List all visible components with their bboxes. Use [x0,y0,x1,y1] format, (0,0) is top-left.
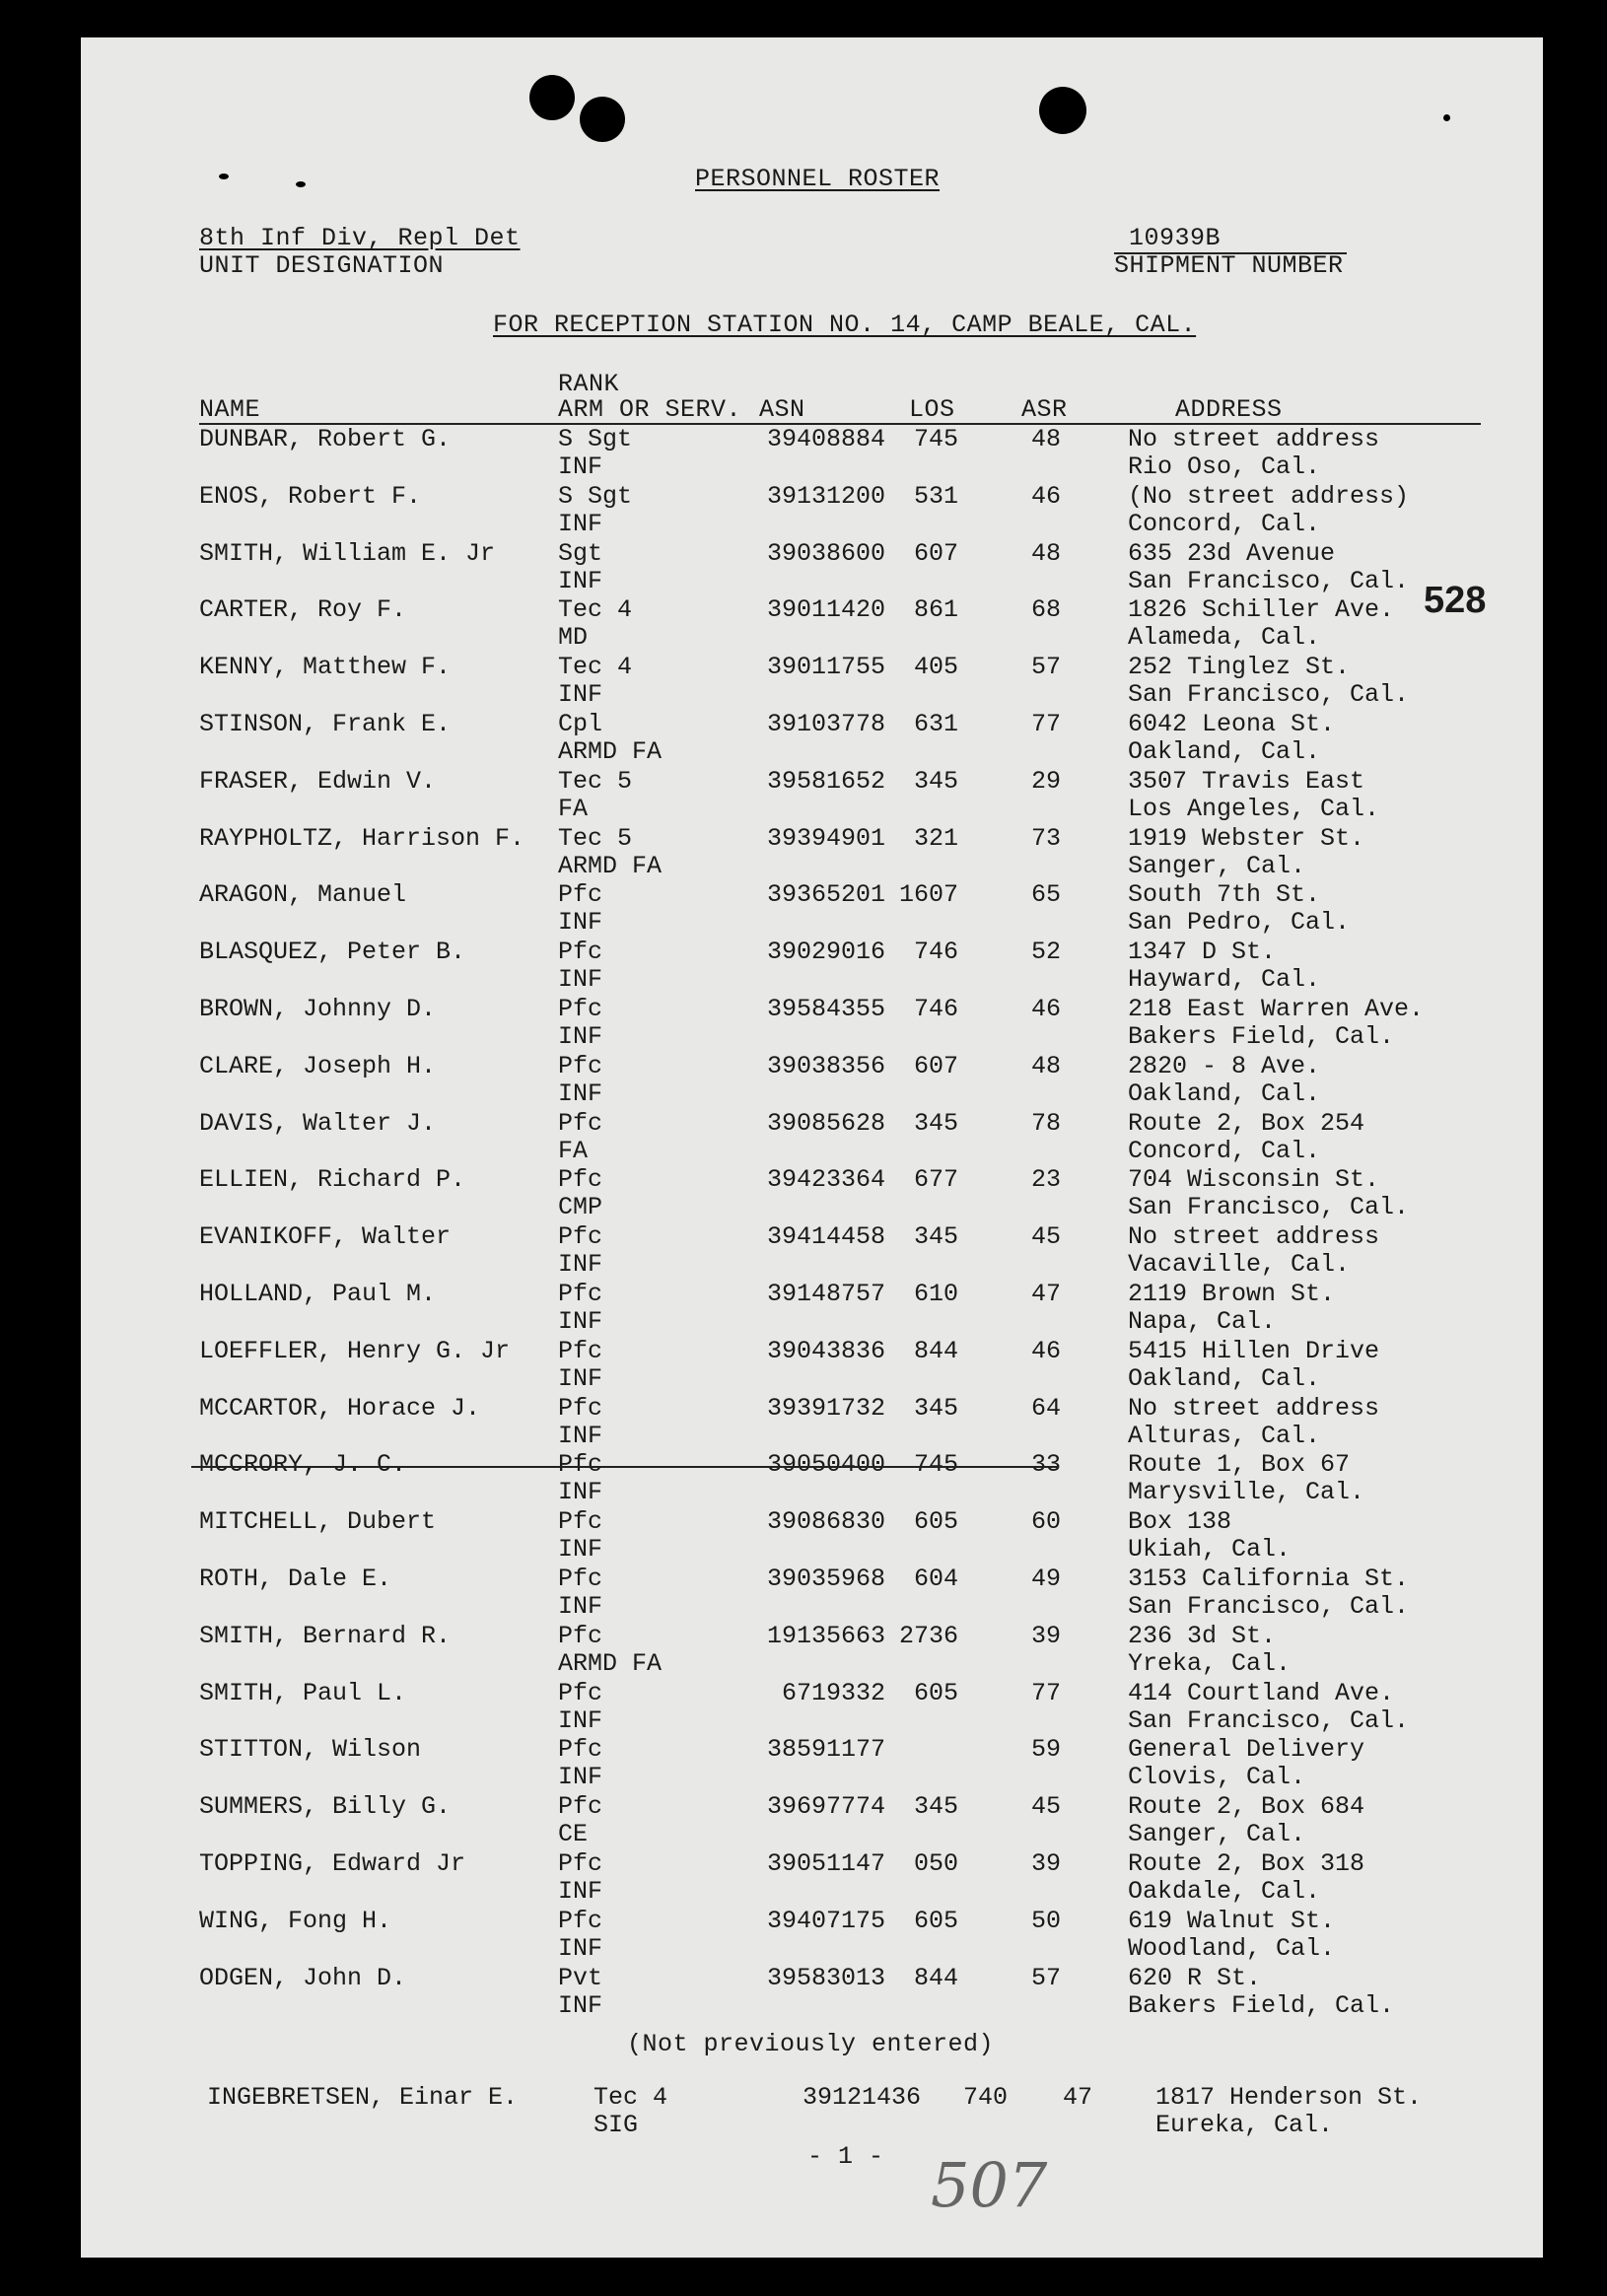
arm-or-service: INF [558,1706,603,1735]
soldier-name: MCCRORY, J. C. [199,1450,407,1479]
arm-or-service: CE [558,1820,589,1848]
address-city: Bakers Field, Cal. [1128,1022,1395,1051]
asr: 65 [1030,880,1061,909]
arm-or-service: MD [558,623,589,652]
los: 345 [913,1109,958,1138]
asn: 39038356 [766,1052,885,1080]
asr: 52 [1030,938,1061,966]
asr: 39 [1030,1849,1061,1878]
asn: 39581652 [766,767,885,796]
soldier-name: SUMMERS, Billy G. [199,1792,452,1821]
arm-or-service: INF [558,1022,603,1051]
asr: 47 [1030,1280,1061,1308]
los: 740 [962,2083,1008,2112]
rank-header-top: RANK [558,370,620,398]
unit-designation-label: UNIT DESIGNATION [199,251,445,280]
soldier-name: STITTON, Wilson [199,1735,422,1764]
rank: Pfc [558,1565,603,1593]
speck [1443,114,1450,121]
arm-or-service: FA [558,1137,589,1165]
asr: 47 [1062,2083,1092,2112]
arm-or-service: INF [558,908,603,937]
address-city: Concord, Cal. [1128,510,1321,538]
soldier-name: DUNBAR, Robert G. [199,425,452,453]
asr: 73 [1030,824,1061,853]
soldier-name: EVANIKOFF, Walter [199,1222,452,1251]
name-column-header: NAME [199,395,261,424]
rank: Pvt [558,1964,603,1992]
los: 531 [913,482,958,511]
address-city: Rio Oso, Cal. [1128,452,1321,481]
address-street: 414 Courtland Ave. [1128,1679,1395,1707]
arm-or-service: CMP [558,1193,603,1221]
rank: Pfc [558,1222,603,1251]
rank: Pfc [558,1907,603,1935]
asn: 39584355 [766,995,885,1023]
punch-hole [529,75,575,120]
handwritten-number: 507 [931,2149,1048,2221]
los: 345 [913,767,958,796]
asn: 39035968 [766,1565,885,1593]
arm-or-service: INF [558,1478,603,1506]
rank: Pfc [558,995,603,1023]
asn: 39086830 [766,1507,885,1536]
rank: Pfc [558,1394,603,1423]
address-street: 3153 California St. [1128,1565,1410,1593]
address-street: 620 R St. [1128,1964,1262,1992]
los: 607 [913,539,958,568]
los: 405 [913,653,958,681]
los: 345 [913,1222,958,1251]
address-street: No street address [1128,1222,1380,1251]
asr: 48 [1030,1052,1061,1080]
los: 631 [913,710,958,738]
arm-or-service: INF [558,1422,603,1450]
rank: Pfc [558,880,603,909]
soldier-name: SMITH, William E. Jr [199,539,496,568]
address-street: 1919 Webster St. [1128,824,1365,853]
rank: Pfc [558,1792,603,1821]
address-city: Vacaville, Cal. [1128,1250,1351,1279]
punch-hole [580,97,625,142]
los: 844 [913,1964,958,1992]
address-city: Woodland, Cal. [1128,1934,1336,1963]
soldier-name: SMITH, Bernard R. [199,1622,452,1650]
asn: 39583013 [766,1964,885,1992]
arm-or-service: ARMD FA [558,737,663,766]
rank: S Sgt [558,425,633,453]
los: 604 [913,1565,958,1593]
address-street: 2119 Brown St. [1128,1280,1336,1308]
asn: 39043836 [766,1337,885,1365]
page-title: PERSONNEL ROSTER [695,165,941,193]
address-street: 1826 Schiller Ave. [1128,595,1395,624]
rank: Sgt [558,539,603,568]
soldier-name: RAYPHOLTZ, Harrison F. [199,824,525,853]
arm-or-service: INF [558,1079,603,1108]
arm-or-service: SIG [594,2111,639,2139]
address-street: 1347 D St. [1128,938,1277,966]
arm-or-service: INF [558,1934,603,1963]
los: 861 [913,595,958,624]
soldier-name: KENNY, Matthew F. [199,653,452,681]
rank: Pfc [558,1450,603,1479]
rank: Tec 4 [558,653,633,681]
arm-or-service: INF [558,1307,603,1336]
address-city: San Francisco, Cal. [1128,567,1410,595]
soldier-name: LOEFFLER, Henry G. Jr [199,1337,511,1365]
asn: 39121436 [802,2083,921,2112]
soldier-name: ODGEN, John D. [199,1964,407,1992]
address-street: 704 Wisconsin St. [1128,1165,1380,1194]
asn: 39408884 [766,425,885,453]
address-city: Marysville, Cal. [1128,1478,1365,1506]
address-city: Bakers Field, Cal. [1128,1991,1395,2020]
asr: 33 [1030,1450,1061,1479]
asr: 46 [1030,482,1061,511]
los: 605 [913,1907,958,1935]
margin-number: 528 [1424,580,1487,621]
asr: 77 [1030,1679,1061,1707]
asr: 45 [1030,1792,1061,1821]
address-street: General Delivery [1128,1735,1365,1764]
los: 746 [913,938,958,966]
asn: 39103778 [766,710,885,738]
soldier-name: BLASQUEZ, Peter B. [199,938,466,966]
address-city: Eureka, Cal. [1155,2111,1334,2139]
punch-hole [1039,87,1086,134]
address-city: Clovis, Cal. [1128,1763,1306,1791]
asr: 78 [1030,1109,1061,1138]
station-heading: FOR RECEPTION STATION NO. 14, CAMP BEALE, CAL. [493,311,1197,339]
address-street: Route 1, Box 67 [1128,1450,1351,1479]
asn: 39038600 [766,539,885,568]
los: 345 [913,1394,958,1423]
los: 677 [913,1165,958,1194]
address-city: San Francisco, Cal. [1128,680,1410,709]
asn: 39085628 [766,1109,885,1138]
address-street: 5415 Hillen Drive [1128,1337,1380,1365]
address-street: Box 138 [1128,1507,1232,1536]
rank: S Sgt [558,482,633,511]
address-street: Route 2, Box 254 [1128,1109,1365,1138]
los: 050 [913,1849,958,1878]
rank: Pfc [558,1337,603,1365]
rank: Cpl [558,710,603,738]
address-city: Oakland, Cal. [1128,1364,1321,1393]
address-city: Alturas, Cal. [1128,1422,1321,1450]
address-city: Oakland, Cal. [1128,1079,1321,1108]
address-city: Yreka, Cal. [1128,1649,1292,1678]
los: 745 [913,425,958,453]
arm-or-service: INF [558,452,603,481]
rank: Pfc [558,1735,603,1764]
soldier-name: MITCHELL, Dubert [199,1507,437,1536]
address-city: Sanger, Cal. [1128,852,1306,880]
asr: 77 [1030,710,1061,738]
asr: 50 [1030,1907,1061,1935]
soldier-name: BROWN, Johnny D. [199,995,437,1023]
rank: Tec 5 [558,767,633,796]
soldier-name: HOLLAND, Paul M. [199,1280,437,1308]
address-city: Napa, Cal. [1128,1307,1277,1336]
address-city: Ukiah, Cal. [1128,1535,1292,1564]
los: 745 [913,1450,958,1479]
arm-or-service: INF [558,1535,603,1564]
arm-or-service: INF [558,1250,603,1279]
page-number: - 1 - [807,2142,884,2171]
arm-or-service: INF [558,680,603,709]
rank: Pfc [558,938,603,966]
address-street: (No street address) [1128,482,1410,511]
los: 607 [913,1052,958,1080]
asr: 64 [1030,1394,1061,1423]
asr: 23 [1030,1165,1061,1194]
asn: 19135663 [766,1622,885,1650]
not-previously-entered-note: (Not previously entered) [627,2030,995,2058]
address-street: South 7th St. [1128,880,1321,909]
strike-through-line [191,1466,1059,1468]
asr: 46 [1030,995,1061,1023]
los: 345 [913,1792,958,1821]
address-street: 2820 - 8 Ave. [1128,1052,1321,1080]
address-street: 6042 Leona St. [1128,710,1336,738]
soldier-name: ROTH, Dale E. [199,1565,392,1593]
speck [296,181,306,187]
rank: Pfc [558,1109,603,1138]
asn: 39029016 [766,938,885,966]
los: 605 [913,1507,958,1536]
asn: 39011755 [766,653,885,681]
soldier-name: STINSON, Frank E. [199,710,452,738]
rank: Pfc [558,1280,603,1308]
asn: 39050400 [766,1450,885,1479]
asr: 57 [1030,653,1061,681]
soldier-name: WING, Fong H. [199,1907,392,1935]
los: 2736 [898,1622,958,1650]
asr: 29 [1030,767,1061,796]
arm-or-service: FA [558,795,589,823]
shipment-number-value: 10939B [1129,224,1222,252]
document-page [81,37,1543,2258]
address-city: Alameda, Cal. [1128,623,1321,652]
asn: 39051147 [766,1849,885,1878]
arm-or-service: ARMD FA [558,1649,663,1678]
address-city: San Pedro, Cal. [1128,908,1351,937]
arm-or-service: INF [558,1763,603,1791]
soldier-name: CLARE, Joseph H. [199,1052,437,1080]
asr: 48 [1030,539,1061,568]
los: 746 [913,995,958,1023]
address-street: 635 23d Avenue [1128,539,1336,568]
arm-or-service: INF [558,1877,603,1906]
address-city: Concord, Cal. [1128,1137,1321,1165]
address-city: San Francisco, Cal. [1128,1706,1410,1735]
speck [219,174,229,179]
asn: 39011420 [766,595,885,624]
address-street: Route 2, Box 684 [1128,1792,1365,1821]
rank-column-header: ARM OR SERV. [558,395,742,424]
soldier-name: MCCARTOR, Horace J. [199,1394,481,1423]
asn: 39391732 [766,1394,885,1423]
shipment-number-label: SHIPMENT NUMBER [1114,251,1344,280]
asr: 59 [1030,1735,1061,1764]
arm-or-service: INF [558,510,603,538]
los: 610 [913,1280,958,1308]
address-street: Route 2, Box 318 [1128,1849,1365,1878]
arm-or-service: INF [558,1592,603,1621]
soldier-name: FRASER, Edwin V. [199,767,437,796]
address-city: San Francisco, Cal. [1128,1193,1410,1221]
asr: 46 [1030,1337,1061,1365]
asn-column-header: ASN [759,395,805,424]
rank: Pfc [558,1622,603,1650]
arm-or-service: ARMD FA [558,852,663,880]
soldier-name: ENOS, Robert F. [199,482,422,511]
los-column-header: LOS [909,395,955,424]
los: 1607 [898,880,958,909]
rank: Pfc [558,1052,603,1080]
arm-or-service: INF [558,1364,603,1393]
address-city: Sanger, Cal. [1128,1820,1306,1848]
soldier-name: TOPPING, Edward Jr [199,1849,466,1878]
address-column-header: ADDRESS [1175,395,1283,424]
address-city: Los Angeles, Cal. [1128,795,1380,823]
rank: Tec 5 [558,824,633,853]
asr-column-header: ASR [1021,395,1068,424]
rank: Tec 4 [558,595,633,624]
asn: 39394901 [766,824,885,853]
address-city: Oakdale, Cal. [1128,1877,1321,1906]
rank: Tec 4 [594,2083,668,2112]
address-city: Hayward, Cal. [1128,965,1321,994]
arm-or-service: INF [558,1991,603,2020]
address-street: 218 East Warren Ave. [1128,995,1425,1023]
soldier-name: SMITH, Paul L. [199,1679,407,1707]
arm-or-service: INF [558,965,603,994]
soldier-name: CARTER, Roy F. [199,595,407,624]
address-street: No street address [1128,425,1380,453]
asn: 39365201 [766,880,885,909]
rank: Pfc [558,1507,603,1536]
asr: 49 [1030,1565,1061,1593]
address-street: 1817 Henderson St. [1155,2083,1423,2112]
unit-designation-value: 8th Inf Div, Repl Det [199,224,521,252]
asn: 39414458 [766,1222,885,1251]
rank: Pfc [558,1679,603,1707]
asn: 6719332 [781,1679,885,1707]
asr: 57 [1030,1964,1061,1992]
address-street: 3507 Travis East [1128,767,1365,796]
address-street: 252 Tinglez St. [1128,653,1351,681]
asr: 60 [1030,1507,1061,1536]
asn: 39131200 [766,482,885,511]
asr: 48 [1030,425,1061,453]
address-city: San Francisco, Cal. [1128,1592,1410,1621]
soldier-name: INGEBRETSEN, Einar E. [207,2083,519,2112]
rank: Pfc [558,1165,603,1194]
address-street: 619 Walnut St. [1128,1907,1336,1935]
soldier-name: ARAGON, Manuel [199,880,407,909]
asn: 39148757 [766,1280,885,1308]
asn: 39407175 [766,1907,885,1935]
asn: 39697774 [766,1792,885,1821]
los: 844 [913,1337,958,1365]
los: 605 [913,1679,958,1707]
asr: 68 [1030,595,1061,624]
soldier-name: ELLIEN, Richard P. [199,1165,466,1194]
asr: 39 [1030,1622,1061,1650]
address-street: 236 3d St. [1128,1622,1277,1650]
soldier-name: DAVIS, Walter J. [199,1109,437,1138]
los: 321 [913,824,958,853]
rank: Pfc [558,1849,603,1878]
address-street: No street address [1128,1394,1380,1423]
asn: 39423364 [766,1165,885,1194]
asr: 45 [1030,1222,1061,1251]
arm-or-service: INF [558,567,603,595]
asn: 38591177 [766,1735,885,1764]
address-city: Oakland, Cal. [1128,737,1321,766]
